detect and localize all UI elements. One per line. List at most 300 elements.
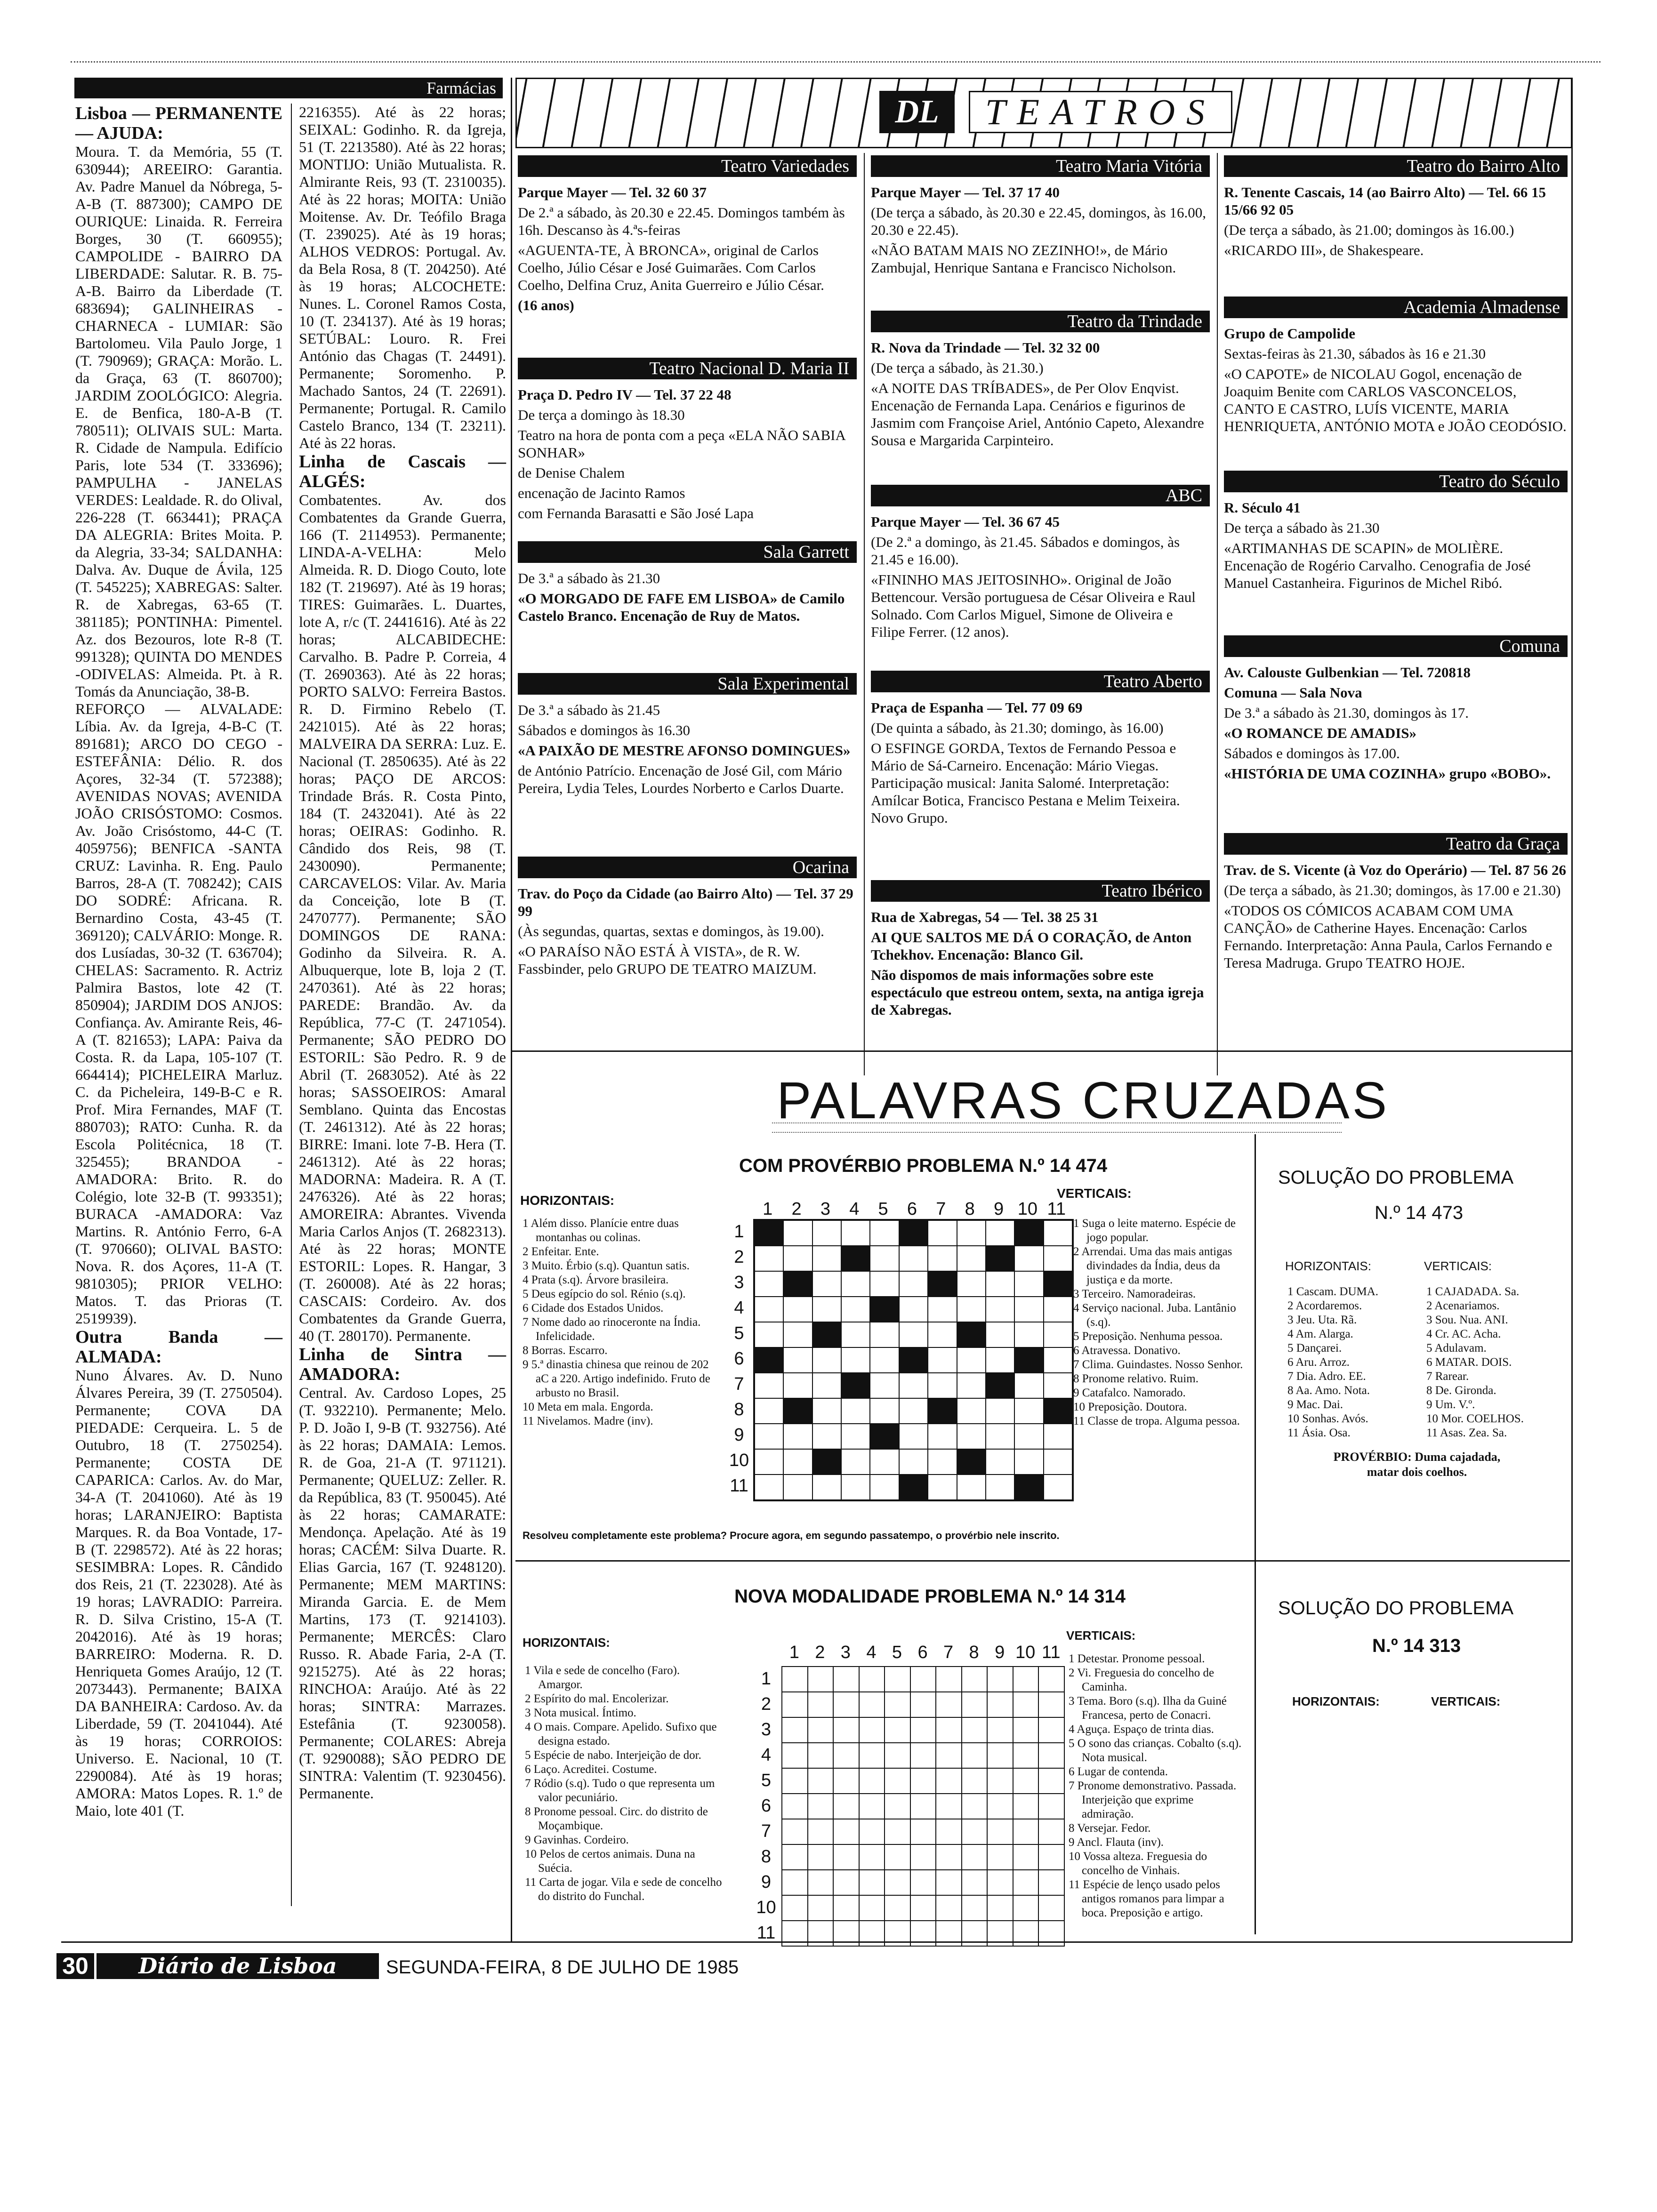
grid-cell[interactable]	[782, 1743, 808, 1768]
grid-cell[interactable]	[885, 1768, 910, 1794]
column-number: 7	[943, 1643, 954, 1662]
clue: 1 Detestar. Pronome pessoal.	[1069, 1652, 1205, 1665]
grid-cell[interactable]	[986, 1449, 1014, 1475]
grid-cell[interactable]	[783, 1475, 812, 1500]
grid-cell[interactable]	[859, 1819, 885, 1844]
grid-cell[interactable]	[957, 1373, 986, 1398]
grid-cell[interactable]	[987, 1895, 1013, 1921]
grid-cell[interactable]	[859, 1667, 885, 1692]
grid-cell[interactable]	[782, 1819, 808, 1844]
grid-cell[interactable]	[885, 1895, 910, 1921]
black-cell	[870, 1297, 899, 1322]
grid-cell[interactable]	[1013, 1895, 1039, 1921]
grid-cell[interactable]	[812, 1297, 841, 1322]
clue: 5 Dançarei.	[1287, 1342, 1342, 1354]
grid-cell[interactable]	[962, 1819, 988, 1844]
grid-cell[interactable]	[783, 1297, 812, 1322]
grid-cell[interactable]	[962, 1692, 988, 1717]
theatre-name: Ocarina	[518, 857, 857, 878]
grid-cell[interactable]	[899, 1297, 928, 1322]
grid-cell[interactable]	[812, 1373, 841, 1398]
grid-cell[interactable]	[812, 1424, 841, 1449]
grid-cell[interactable]	[841, 1347, 870, 1373]
theatre-info-line: (Às segundas, quartas, sextas e domingos, às 19.00).	[518, 923, 824, 939]
grid-cell[interactable]	[1013, 1870, 1039, 1895]
grid-cell[interactable]	[833, 1667, 859, 1692]
theatre-info-line: Teatro na hora de ponta com a peça «ELA NÃO SABIA SONHAR»	[518, 427, 845, 461]
theatre-info-line: «O MORGADO DE FAFE EM LISBOA» de Camilo Castelo Branco. Encenação de Ruy de Matos.	[518, 590, 845, 624]
grid-cell[interactable]	[957, 1424, 986, 1449]
column-number: 8	[969, 1643, 979, 1662]
pharmacy-list: Nuno Álvares. Av. D. Nuno Álvares Pereira, 39 (T. 2750504). Permanente; COVA DA PIEDADE: Cerqueira. L. 5 de Outubro, 18 (T. 2750254). Permanente; COSTA DE CAPARICA: Carlos. Av. do Mar, 34-A (T. 2041060). Até às 19 horas; LARANJEIRO: Baptista Marques. R. da Boa Vontade, 17-B (T. 2298572). Até às 22 horas; SESIMBRA: Lopes. R. Cândido dos Reis, 21 (T. 223028). Até às 19 horas; LAVRADIO: Parreira. R. D. Silva Cristino, 15-A (T. 2042016). Até às 19 horas; BARREIRO: Moderna. R. D. Henriqueta Gomes Araújo, 12 (T. 2073443). Permanente; BAIXA DA BANHEIRA: Cardoso. Av. da Liberdade, 59 (T. 2041044). Até às 19 horas; CORROIOS: Universo. E. Nacional, 10 (T. 2290084). Até às 19 horas; AMORA: Matos Lopes. R. 1.º de Maio, lote 401 (T.	[75, 1367, 282, 1819]
grid-cell[interactable]	[986, 1220, 1014, 1246]
problem2-h-label: HORIZONTAIS:	[523, 1635, 610, 1650]
grid-cell[interactable]	[755, 1449, 783, 1475]
grid-cell[interactable]	[899, 1398, 928, 1424]
grid-cell[interactable]	[928, 1347, 957, 1373]
grid-cell[interactable]	[986, 1398, 1014, 1424]
solution2-h-label: HORIZONTAIS:	[1292, 1694, 1380, 1708]
grid-cell[interactable]	[782, 1870, 808, 1895]
row-number: 3	[761, 1720, 772, 1739]
black-cell	[957, 1449, 986, 1475]
theatre-info-line: Sextas-feiras às 21.30, sábados às 16 e 21.30	[1224, 345, 1486, 362]
grid-cell[interactable]	[987, 1819, 1013, 1844]
theatre-info-line: (De 2.ª a domingo, às 21.45. Sábados e domingos, às 21.45 e 16.00).	[871, 534, 1180, 568]
grid-cell[interactable]	[885, 1717, 910, 1743]
theatre-info-line: Sábados e domingos às 16.30	[518, 722, 690, 738]
solution1-title: SOLUÇÃO DO PROBLEMA	[1278, 1167, 1514, 1188]
theatre-variedades	[518, 155, 857, 317]
grid-cell[interactable]	[755, 1271, 783, 1297]
grid-cell[interactable]	[1044, 1424, 1072, 1449]
grid-cell[interactable]	[962, 1794, 988, 1819]
grid-cell[interactable]	[987, 1844, 1013, 1870]
grid-cell[interactable]	[885, 1819, 910, 1844]
teatros-title: TEATROS	[969, 91, 1232, 133]
grid-cell[interactable]	[841, 1424, 870, 1449]
grid-cell[interactable]	[812, 1246, 841, 1271]
grid-cell[interactable]	[782, 1794, 808, 1819]
grid-cell[interactable]	[885, 1794, 910, 1819]
theatre-ocarina	[518, 857, 857, 980]
grid-cell[interactable]	[1044, 1373, 1072, 1398]
grid-cell[interactable]	[928, 1322, 957, 1347]
grid-cell[interactable]	[808, 1794, 834, 1819]
grid-cell[interactable]	[936, 1844, 962, 1870]
grid-cell[interactable]	[859, 1844, 885, 1870]
grid-cell[interactable]	[1014, 1297, 1043, 1322]
grid-cell[interactable]	[782, 1692, 808, 1717]
grid-cell[interactable]	[1014, 1246, 1043, 1271]
grid-cell[interactable]	[870, 1220, 899, 1246]
grid-cell[interactable]	[782, 1717, 808, 1743]
grid-cell[interactable]	[957, 1246, 986, 1271]
theatre-name: Academia Almadense	[1224, 297, 1568, 318]
theatre-info-line: De 3.ª a sábado às 21.30	[518, 570, 660, 586]
grid-cell[interactable]	[1014, 1271, 1043, 1297]
problem2-grid[interactable]	[781, 1666, 1065, 1947]
grid-cell[interactable]	[841, 1322, 870, 1347]
footer-rule	[61, 1941, 1572, 1943]
grid-cell[interactable]	[962, 1768, 988, 1794]
grid-cell[interactable]	[1014, 1398, 1043, 1424]
grid-cell[interactable]	[928, 1475, 957, 1500]
grid-cell[interactable]	[928, 1424, 957, 1449]
grid-cell[interactable]	[910, 1692, 936, 1717]
grid-cell[interactable]	[841, 1220, 870, 1246]
grid-cell[interactable]	[859, 1768, 885, 1794]
grid-cell[interactable]	[962, 1717, 988, 1743]
grid-cell[interactable]	[910, 1667, 936, 1692]
grid-cell[interactable]	[1044, 1322, 1072, 1347]
grid-cell[interactable]	[808, 1743, 834, 1768]
problem1-grid[interactable]	[753, 1219, 1074, 1501]
grid-cell[interactable]	[936, 1667, 962, 1692]
clue: 3 Nota musical. Íntimo.	[525, 1707, 636, 1719]
grid-cell[interactable]	[910, 1895, 936, 1921]
grid-cell[interactable]	[812, 1271, 841, 1297]
grid-cell[interactable]	[936, 1819, 962, 1844]
clue: 4 O mais. Compare. Apelido. Sufixo que designa estado.	[525, 1721, 717, 1747]
grid-cell[interactable]	[1013, 1844, 1039, 1870]
column-number: 10	[1017, 1199, 1038, 1219]
grid-cell[interactable]	[755, 1424, 783, 1449]
region-heading: Linha de Cascais — ALGÉS:	[299, 452, 506, 491]
column-number: 11	[1042, 1643, 1061, 1662]
clue: 3 Sou. Nua. ANI.	[1426, 1314, 1508, 1326]
column-number: 6	[907, 1199, 917, 1219]
grid-cell[interactable]	[936, 1870, 962, 1895]
clue: 5 Espécie de nabo. Interjeição de dor.	[525, 1749, 701, 1762]
top-rule	[71, 61, 1601, 63]
solution1-proverbio: PROVÉRBIO: Duma cajadada, matar dois coelhos.	[1333, 1450, 1501, 1479]
grid-cell[interactable]	[755, 1322, 783, 1347]
black-cell	[841, 1373, 870, 1398]
grid-cell[interactable]	[899, 1271, 928, 1297]
grid-cell[interactable]	[987, 1768, 1013, 1794]
grid-cell[interactable]	[910, 1844, 936, 1870]
clue: 6 MATAR. DOIS.	[1426, 1356, 1512, 1369]
grid-cell[interactable]	[859, 1794, 885, 1819]
problem1-rownums	[727, 1219, 751, 1499]
grid-cell[interactable]	[1038, 1717, 1064, 1743]
grid-cell[interactable]	[986, 1297, 1014, 1322]
clue: 10 Preposição. Doutora.	[1073, 1401, 1187, 1413]
grid-cell[interactable]	[936, 1717, 962, 1743]
grid-cell[interactable]	[870, 1449, 899, 1475]
grid-cell[interactable]	[808, 1895, 834, 1921]
grid-cell[interactable]	[987, 1794, 1013, 1819]
grid-cell[interactable]	[755, 1398, 783, 1424]
grid-cell[interactable]	[957, 1475, 986, 1500]
black-cell	[899, 1220, 928, 1246]
grid-cell[interactable]	[833, 1819, 859, 1844]
grid-cell[interactable]	[1044, 1220, 1072, 1246]
grid-cell[interactable]	[833, 1692, 859, 1717]
theatre-name: Sala Experimental	[518, 673, 857, 695]
grid-cell[interactable]	[928, 1373, 957, 1398]
row-number: 2	[761, 1694, 772, 1714]
grid-cell[interactable]	[859, 1895, 885, 1921]
grid-cell[interactable]	[1038, 1743, 1064, 1768]
theatre-info-line: De terça a domingo às 18.30	[518, 407, 685, 423]
grid-cell[interactable]	[870, 1398, 899, 1424]
region-heading: Linha de Sintra — AMADORA:	[299, 1345, 506, 1384]
grid-cell[interactable]	[859, 1870, 885, 1895]
clue: 10 Mor. COELHOS.	[1426, 1412, 1524, 1425]
grid-cell[interactable]	[859, 1692, 885, 1717]
theatre-name: Teatro do Século	[1224, 471, 1568, 492]
grid-cell[interactable]	[841, 1297, 870, 1322]
theatre-dmaria	[518, 358, 857, 525]
grid-cell[interactable]	[910, 1819, 936, 1844]
clue: 9 Catafalco. Namorado.	[1073, 1387, 1186, 1399]
grid-cell[interactable]	[841, 1271, 870, 1297]
clue: 11 Classe de tropa. Alguma pessoa.	[1073, 1415, 1240, 1427]
grid-cell[interactable]	[910, 1768, 936, 1794]
grid-cell[interactable]	[885, 1667, 910, 1692]
grid-cell[interactable]	[957, 1220, 986, 1246]
grid-cell[interactable]	[899, 1449, 928, 1475]
grid-cell[interactable]	[899, 1322, 928, 1347]
grid-cell[interactable]	[1038, 1768, 1064, 1794]
grid-cell[interactable]	[808, 1768, 834, 1794]
black-cell	[899, 1347, 928, 1373]
clue: 10 Meta em mala. Engorda.	[523, 1401, 653, 1413]
grid-cell[interactable]	[812, 1220, 841, 1246]
theatre-info-line: «ARTIMANHAS DE SCAPIN» de MOLIÈRE. Encenação de Rogério Carvalho. Cenografia de José Manuel Castanheira. Figurinos de Michel Ribó.	[1224, 540, 1531, 591]
grid-cell[interactable]	[1013, 1717, 1039, 1743]
grid-cell[interactable]	[1013, 1667, 1039, 1692]
grid-cell[interactable]	[928, 1246, 957, 1271]
clue: 7 Nome dado ao rinoceronte na Índia. Infelicidade.	[523, 1316, 701, 1343]
grid-cell[interactable]	[870, 1322, 899, 1347]
grid-cell[interactable]	[1014, 1322, 1043, 1347]
column-number: 11	[1047, 1199, 1066, 1219]
grid-cell[interactable]	[870, 1246, 899, 1271]
clue: 7 Rarear.	[1426, 1370, 1469, 1383]
grid-cell[interactable]	[962, 1870, 988, 1895]
grid-cell[interactable]	[870, 1347, 899, 1373]
grid-cell[interactable]	[957, 1398, 986, 1424]
grid-cell[interactable]	[1013, 1692, 1039, 1717]
grid-cell[interactable]	[885, 1844, 910, 1870]
grid-cell[interactable]	[870, 1373, 899, 1398]
grid-cell[interactable]	[1014, 1424, 1043, 1449]
clue: 8 Borras. Escarro.	[523, 1344, 608, 1357]
grid-cell[interactable]	[987, 1743, 1013, 1768]
grid-cell[interactable]	[1044, 1475, 1072, 1500]
grid-cell[interactable]	[841, 1475, 870, 1500]
grid-cell[interactable]	[783, 1220, 812, 1246]
grid-cell[interactable]	[833, 1768, 859, 1794]
grid-cell[interactable]	[1013, 1819, 1039, 1844]
column-number: 9	[993, 1199, 1004, 1219]
theatre-info-line: (De quinta a sábado, às 21.30; domingo, às 16.00)	[871, 720, 1164, 736]
grid-cell[interactable]	[833, 1717, 859, 1743]
clue: 7 Ródio (s.q). Tudo o que representa um valor pecuniário.	[525, 1777, 715, 1804]
theatre-name: Teatro da Trindade	[871, 311, 1210, 332]
grid-cell[interactable]	[783, 1424, 812, 1449]
grid-cell[interactable]	[808, 1667, 834, 1692]
grid-cell[interactable]	[870, 1475, 899, 1500]
clue: 1 Suga o leite materno. Espécie de jogo popular.	[1073, 1217, 1236, 1244]
grid-cell[interactable]	[928, 1297, 957, 1322]
clue: 2 Espírito do mal. Encolerizar.	[525, 1692, 669, 1705]
grid-cell[interactable]	[1044, 1449, 1072, 1475]
grid-cell[interactable]	[755, 1475, 783, 1500]
grid-cell[interactable]	[808, 1844, 834, 1870]
grid-cell[interactable]	[885, 1692, 910, 1717]
grid-cell[interactable]	[833, 1743, 859, 1768]
grid-cell[interactable]	[1014, 1449, 1043, 1475]
theatre-info-line: AI QUE SALTOS ME DÁ O CORAÇÃO, de Anton Tchekhov. Encenação: Blanco Gil.	[871, 929, 1192, 963]
grid-cell[interactable]	[928, 1449, 957, 1475]
grid-cell[interactable]	[755, 1246, 783, 1271]
grid-cell[interactable]	[936, 1692, 962, 1717]
grid-cell[interactable]	[1044, 1347, 1072, 1373]
grid-cell[interactable]	[936, 1895, 962, 1921]
grid-cell[interactable]	[808, 1717, 834, 1743]
grid-cell[interactable]	[957, 1347, 986, 1373]
grid-cell[interactable]	[783, 1449, 812, 1475]
clue: 11 Ásia. Osa.	[1287, 1427, 1351, 1439]
theatre-name: Teatro Variedades	[518, 155, 857, 177]
grid-cell[interactable]	[899, 1424, 928, 1449]
solution2-title: SOLUÇÃO DO PROBLEMA	[1278, 1598, 1514, 1619]
problem1-h-label: HORIZONTAIS:	[520, 1193, 615, 1208]
row-number: 6	[734, 1349, 744, 1369]
grid-cell[interactable]	[1038, 1794, 1064, 1819]
grid-cell[interactable]	[936, 1794, 962, 1819]
clue: 4 Serviço nacional. Juba. Lantânio (s.q).	[1073, 1302, 1236, 1329]
grid-cell[interactable]	[962, 1743, 988, 1768]
grid-cell[interactable]	[812, 1347, 841, 1373]
grid-cell[interactable]	[1013, 1743, 1039, 1768]
grid-cell[interactable]	[755, 1373, 783, 1398]
grid-cell[interactable]	[782, 1667, 808, 1692]
grid-cell[interactable]	[936, 1768, 962, 1794]
grid-cell[interactable]	[841, 1398, 870, 1424]
grid-cell[interactable]	[910, 1743, 936, 1768]
grid-cell[interactable]	[928, 1220, 957, 1246]
grid-cell[interactable]	[808, 1819, 834, 1844]
grid-cell[interactable]	[833, 1895, 859, 1921]
grid-cell[interactable]	[987, 1717, 1013, 1743]
grid-cell[interactable]	[957, 1271, 986, 1297]
theatre-mariavitoria	[871, 155, 1210, 279]
grid-cell[interactable]	[962, 1895, 988, 1921]
grid-cell[interactable]	[782, 1895, 808, 1921]
grid-cell[interactable]	[1013, 1768, 1039, 1794]
grid-cell[interactable]	[1044, 1246, 1072, 1271]
grid-cell[interactable]	[1014, 1373, 1043, 1398]
row-number: 1	[734, 1222, 744, 1242]
grid-cell[interactable]	[986, 1424, 1014, 1449]
clue: 7 Dia. Adro. EE.	[1287, 1370, 1366, 1383]
grid-cell[interactable]	[986, 1271, 1014, 1297]
theatre-info-line: «O PARAÍSO NÃO ESTÁ À VISTA», de R. W. Fassbinder, pelo GRUPO DE TEATRO MAIZUM.	[518, 943, 817, 977]
clue: 3 Terceiro. Namoradeiras.	[1073, 1288, 1196, 1300]
grid-cell[interactable]	[812, 1398, 841, 1424]
solution1-horizontais	[1287, 1285, 1419, 1440]
grid-cell[interactable]	[859, 1717, 885, 1743]
problem2-verticais	[1069, 1652, 1247, 1920]
grid-cell[interactable]	[986, 1347, 1014, 1373]
grid-cell[interactable]	[962, 1844, 988, 1870]
grid-cell[interactable]	[1038, 1667, 1064, 1692]
grid-cell[interactable]	[833, 1844, 859, 1870]
clue: 9 Um. V.º.	[1426, 1398, 1475, 1411]
grid-cell[interactable]	[899, 1246, 928, 1271]
theatre-info-line: De terça a sábado às 21.30	[1224, 520, 1380, 536]
crossword-divider-h	[515, 1560, 1570, 1562]
grid-cell[interactable]	[808, 1870, 834, 1895]
grid-cell[interactable]	[1038, 1844, 1064, 1870]
grid-cell[interactable]	[833, 1870, 859, 1895]
grid-cell[interactable]	[783, 1373, 812, 1398]
grid-cell[interactable]	[986, 1322, 1014, 1347]
row-number: 6	[761, 1796, 772, 1816]
clue: 9 Gavinhas. Cordeiro.	[525, 1834, 629, 1846]
grid-cell[interactable]	[812, 1475, 841, 1500]
theatre-info-line: «NÃO BATAM MAIS NO ZEZINHO!», de Mário Zambujal, Henrique Santana e Francisco Nicholson.	[871, 242, 1176, 276]
grid-cell[interactable]	[1038, 1692, 1064, 1717]
row-number: 11	[730, 1476, 748, 1496]
grid-cell[interactable]	[885, 1743, 910, 1768]
grid-cell[interactable]	[910, 1717, 936, 1743]
grid-cell[interactable]	[1038, 1895, 1064, 1921]
grid-cell[interactable]	[808, 1692, 834, 1717]
grid-cell[interactable]	[987, 1667, 1013, 1692]
grid-cell[interactable]	[986, 1475, 1014, 1500]
theatre-info-line: (De terça a sábado, às 21.30; domingos, às 17.00 e 21.30)	[1224, 882, 1561, 898]
grid-cell[interactable]	[957, 1297, 986, 1322]
grid-cell[interactable]	[936, 1743, 962, 1768]
grid-cell[interactable]	[885, 1870, 910, 1895]
problem1-verticais	[1073, 1217, 1247, 1428]
grid-cell[interactable]	[870, 1271, 899, 1297]
grid-cell[interactable]	[782, 1844, 808, 1870]
grid-cell[interactable]	[783, 1322, 812, 1347]
grid-cell[interactable]	[899, 1373, 928, 1398]
grid-cell[interactable]	[1044, 1297, 1072, 1322]
grid-cell[interactable]	[962, 1667, 988, 1692]
grid-cell[interactable]	[783, 1347, 812, 1373]
black-cell	[812, 1322, 841, 1347]
grid-cell[interactable]	[1038, 1819, 1064, 1844]
column-number: 6	[917, 1643, 928, 1662]
grid-cell[interactable]	[987, 1870, 1013, 1895]
clue: 11 Asas. Zea. Sa.	[1426, 1427, 1507, 1439]
grid-cell[interactable]	[782, 1768, 808, 1794]
grid-cell[interactable]	[1013, 1794, 1039, 1819]
grid-cell[interactable]	[910, 1870, 936, 1895]
clue: 5 Preposição. Nenhuma pessoa.	[1073, 1330, 1223, 1343]
theatre-info-line: «FININHO MAS JEITOSINHO». Original de João Bettencour. Versão portuguesa de César Oliveira e Raul Solnado. Com Carlos Miguel, Simone de Oliveira e Filipe Ferrer. (12 anos).	[871, 571, 1196, 640]
grid-cell[interactable]	[910, 1794, 936, 1819]
grid-cell[interactable]	[987, 1692, 1013, 1717]
grid-cell[interactable]	[783, 1246, 812, 1271]
grid-cell[interactable]	[1038, 1870, 1064, 1895]
grid-cell[interactable]	[841, 1449, 870, 1475]
grid-cell[interactable]	[833, 1794, 859, 1819]
grid-cell[interactable]	[755, 1297, 783, 1322]
row-number: 10	[729, 1451, 749, 1470]
row-number: 7	[734, 1374, 744, 1394]
grid-cell[interactable]	[859, 1743, 885, 1768]
